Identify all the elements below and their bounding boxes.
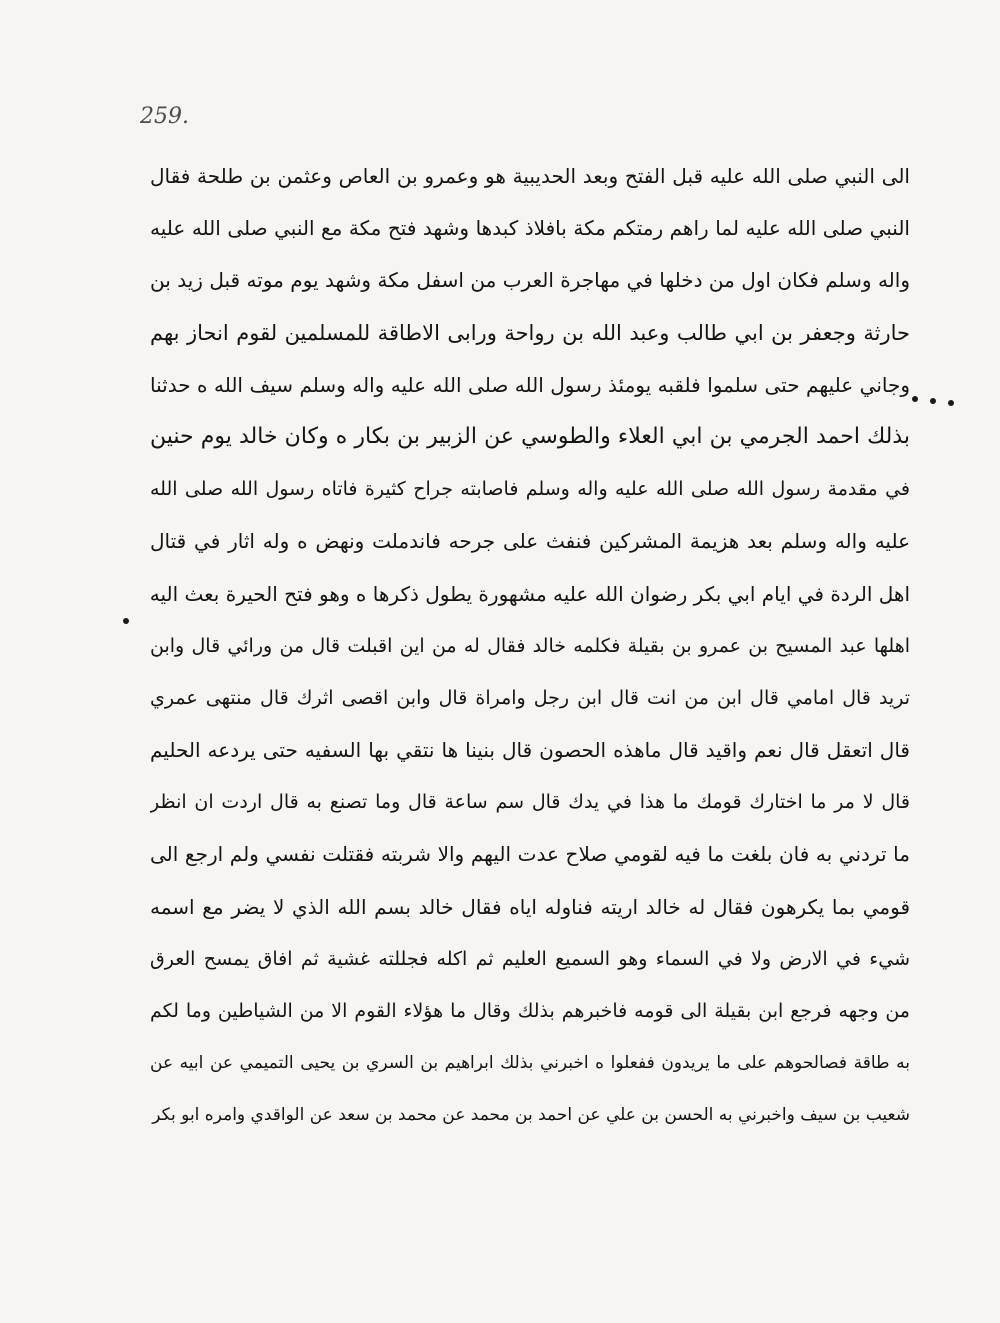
text-line: اهل الردة في ايام ابي بكر رضوان الله عليه مشهورة يطول ذكرها ه وهو فتح الحيرة بعث اليه [150, 581, 910, 606]
text-line: شيء في الارض ولا في السماء وهو السميع العليم ثم اكله فجللته غشية ثم افاق يمسح العرق [150, 947, 910, 970]
folio-number: 259. [140, 104, 189, 129]
text-line: من وجهه فرجع ابن بقيلة الى قومه فاخبرهم بذلك وقال ما هؤلاء القوم الا من الشياطين وما لكم [150, 1000, 910, 1022]
text-line: قومي بما يكرهون فقال له خالد اريته فناوله اياه فقال خالد بسم الله الذي لا يضر مع اسمه [150, 894, 910, 919]
text-line: اهلها عبد المسيح بن عمرو بن بقيلة فكلمه خالد فقال له من اين اقبلت قال من ورائي قال وابن [150, 634, 910, 657]
text-line: بذلك احمد الجرمي بن ابي العلاء والطوسي عن الزبير بن بكار ه وكان خالد يوم حنين [150, 423, 910, 449]
text-line: الى النبي صلى الله عليه قبل الفتح وبعد الحديبية هو وعمرو بن العاص وعثمن بن طلحة فقال [150, 164, 910, 188]
text-line: واله وسلم فكان اول من دخلها في مهاجرة العرب من اسفل مكة وشهد يوم موته قبل زيد بن [150, 268, 910, 293]
text-line: شعيب بن سيف واخبرني به الحسن بن علي عن احمد بن محمد عن محمد بن سعد عن الواقدي وامره ابو بكر [152, 1105, 910, 1126]
margin-dot [123, 618, 129, 624]
margin-dot [948, 400, 954, 406]
text-line: به طاقة فصالحوهم على ما يريدون ففعلوا ه اخبرني بذلك ابراهيم بن السري بن يحيى التميمي عن ابيه عن [150, 1053, 910, 1074]
manuscript-text [150, 150, 910, 1142]
margin-dot [930, 398, 936, 404]
margin-dot [912, 396, 918, 402]
text-line: قال لا مر ما اختارك قومك ما هذا في يدك قال سم ساعة قال وما تصنع به قال اردت ان انظر [150, 791, 910, 814]
text-line: ما تردني به فان بلغت ما فيه لقومي صلاح عدت اليهم والا شربته فقتلت نفسي ولم ارجع الى [150, 842, 910, 867]
text-line: النبي صلى الله عليه لما راهم رمتكم مكة بافلاذ كبدها وشهد فتح مكة مع النبي صلى الله عليه [150, 216, 910, 241]
text-line: تريد قال امامي قال ابن من انت قال ابن رجل وامراة قال وابن اقصى اثرك قال منتهى عمري [150, 686, 910, 709]
text-line: عليه واله وسلم بعد هزيمة المشركين فنفث على جرحه فاندملت ونهض ه وله اثار في قتال [150, 529, 910, 554]
text-line: حارثة وجعفر بن ابي طالب وعبد الله بن رواحة ورابى الاطاقة للمسلمين لقوم انحاز بهم [150, 320, 910, 345]
text-line: وجاني عليهم حتى سلموا فلقبه يومئذ رسول الله صلى الله عليه واله وسلم سيف الله ه حدثنا [150, 372, 910, 397]
text-line: في مقدمة رسول الله صلى الله عليه واله وسلم فاصابته جراح كثيرة فاتاه رسول الله صلى الله [150, 478, 910, 501]
text-line: قال اتعقل قال نعم واقيد قال ماهذه الحصون قال بنينا ها نتقي بها السفيه حتى يردعه الحليم [150, 738, 910, 763]
